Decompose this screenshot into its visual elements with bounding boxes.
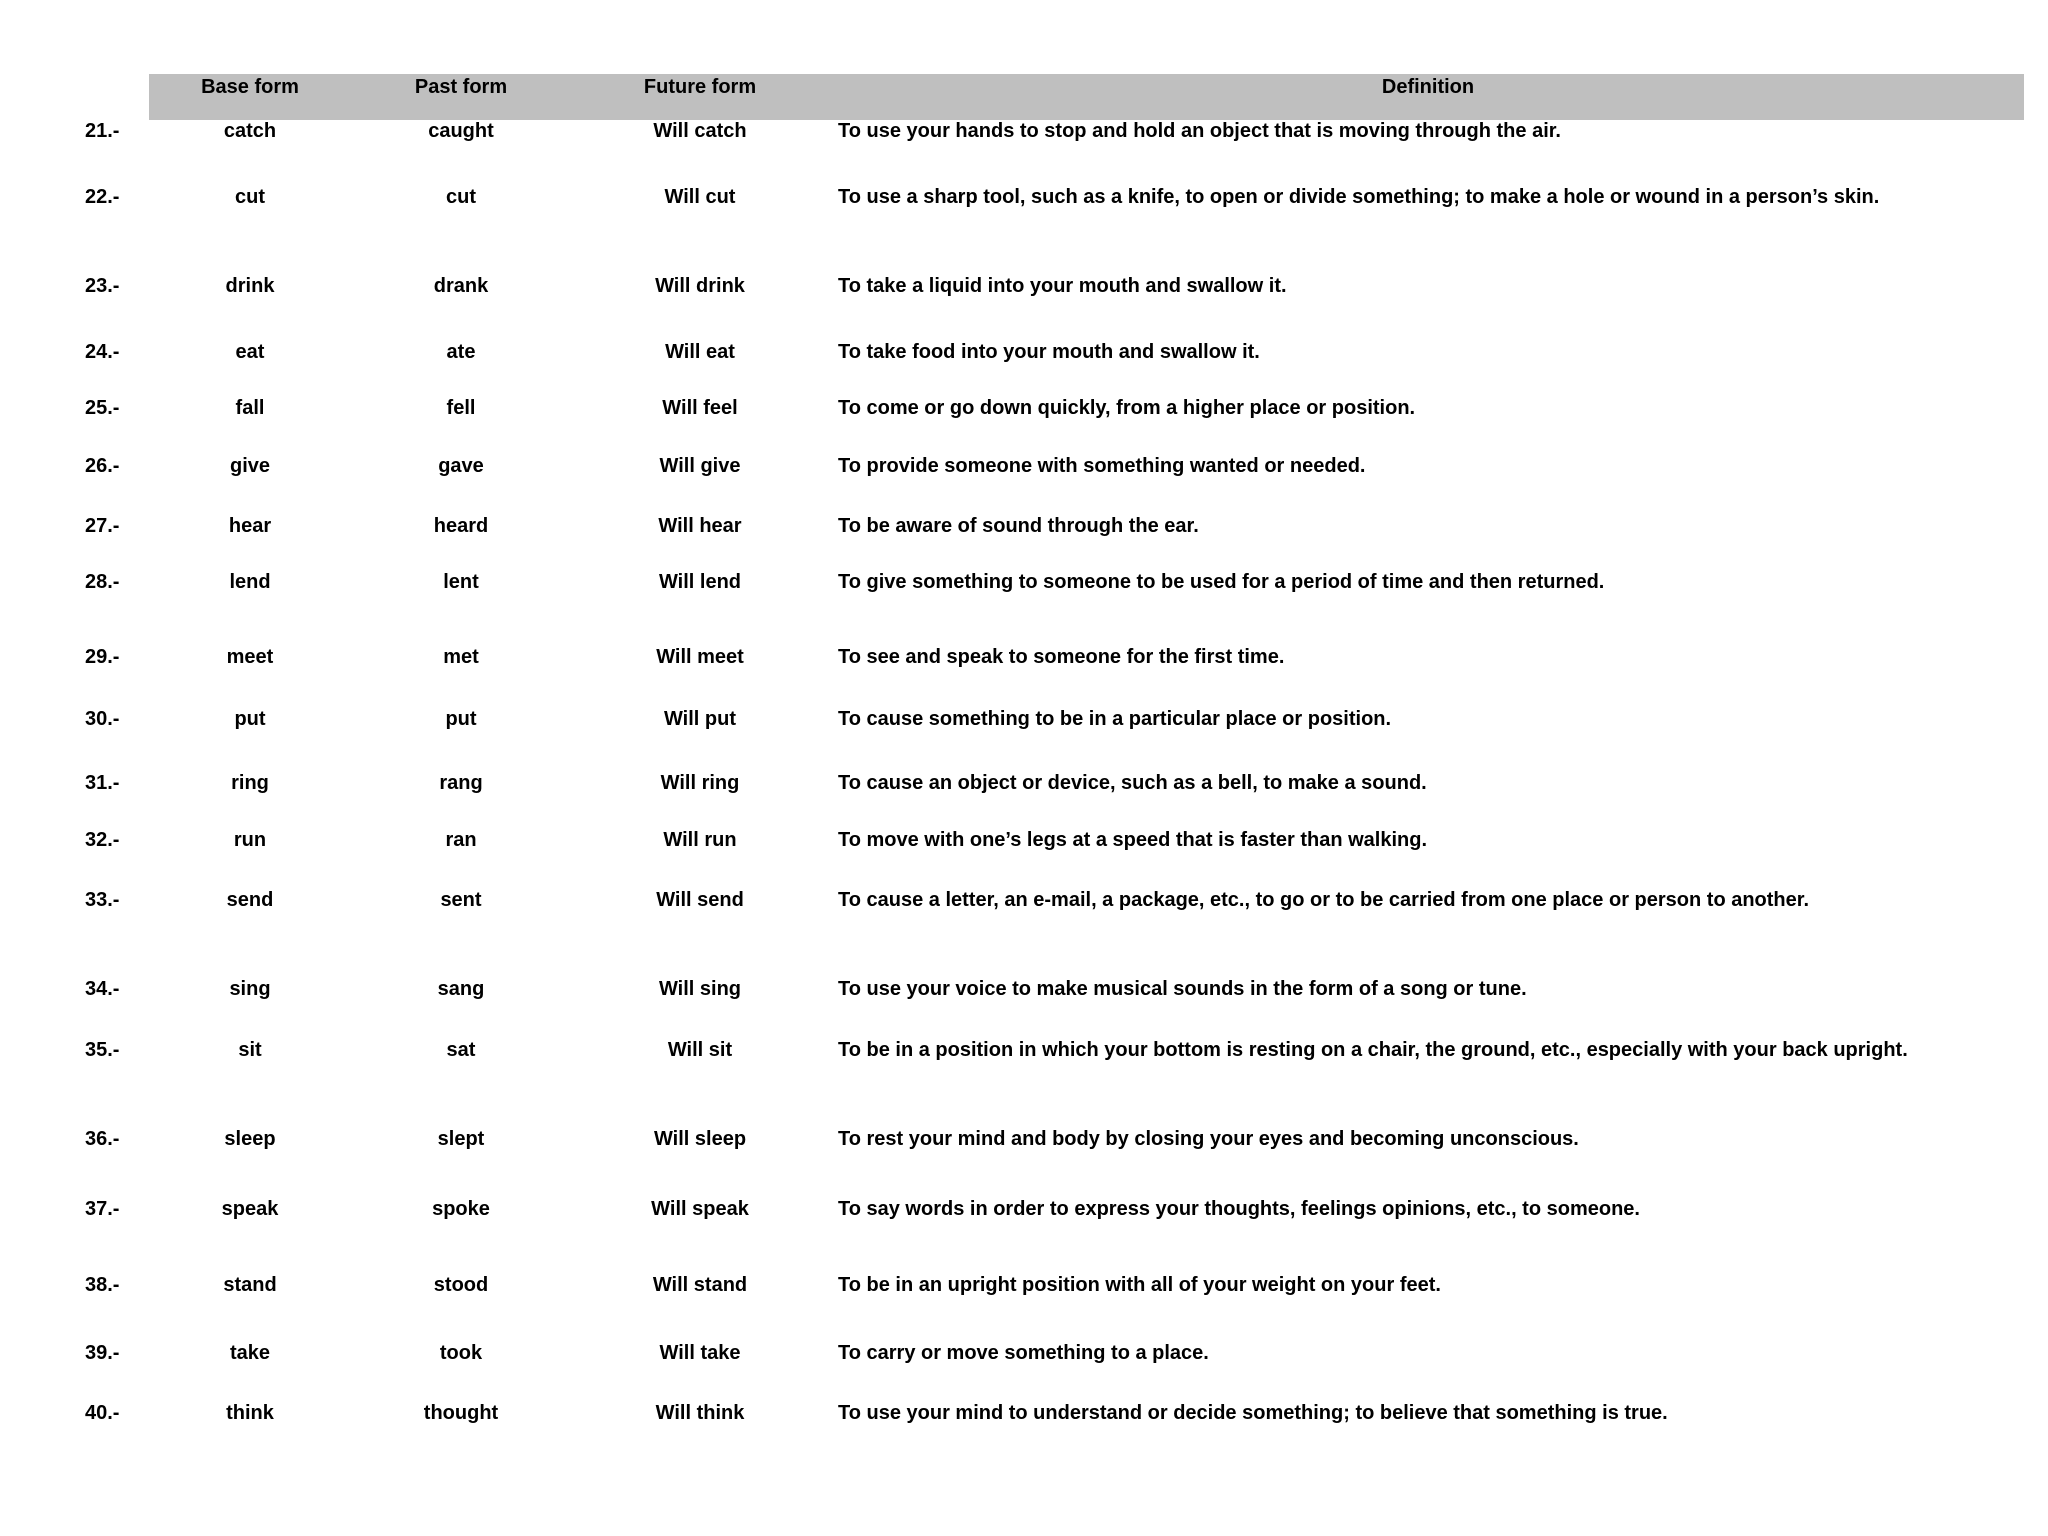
base-form-cell: catch [223,120,277,142]
past-form-cell: gave [438,455,484,477]
future-form-cell: Will put [663,708,737,730]
row-number: 38.- [85,1274,120,1296]
base-form-cell: hear [228,515,272,537]
row-number: 30.- [85,708,120,730]
definition-cell: To give something to someone to be used for a period of time and then returned. [838,571,1605,593]
definition-cell: To move with one’s legs at a speed that is faster than walking. [838,829,1428,851]
future-form-cell: Will sit [667,1039,733,1061]
past-form-cell: put [445,708,477,730]
definition-cell: To be in an upright position with all of your weight on your feet. [838,1274,1441,1296]
header-definition: Definition [1381,76,1475,98]
past-form-cell: heard [433,515,489,537]
past-form-cell: fell [446,397,476,419]
future-form-cell: Will give [659,455,741,477]
definition-cell: To cause an object or device, such as a bell, to make a sound. [838,772,1427,794]
row-number: 34.- [85,978,120,1000]
base-form-cell: put [234,708,266,730]
row-number: 26.- [85,455,120,477]
past-form-cell: thought [423,1402,499,1424]
future-form-cell: Will catch [653,120,747,142]
row-number: 37.- [85,1198,120,1220]
future-form-cell: Will eat [665,341,735,363]
past-form-cell: rang [439,772,483,794]
row-number: 28.- [85,571,120,593]
base-form-cell: lend [229,571,271,593]
base-form-cell: sit [238,1039,262,1061]
past-form-cell: stood [433,1274,489,1296]
past-form-cell: ate [446,341,476,363]
past-form-cell: sent [440,889,482,911]
definition-cell: To use your hands to stop and hold an object that is moving through the air. [838,120,1561,142]
base-form-cell: stand [223,1274,277,1296]
future-form-cell: Will hear [658,515,742,537]
definition-cell: To see and speak to someone for the first time. [838,646,1285,668]
row-number: 33.- [85,889,120,911]
definition-cell: To use a sharp tool, such as a knife, to open or divide something; to make a hole or wound in a person’s skin. [838,186,1880,208]
definition-cell: To be in a position in which your bottom is resting on a chair, the ground, etc., especially with your back upright. [838,1039,1908,1061]
past-form-cell: lent [443,571,479,593]
future-form-cell: Will think [655,1402,745,1424]
base-form-cell: speak [221,1198,279,1220]
future-form-cell: Will lend [658,571,742,593]
past-form-cell: spoke [432,1198,490,1220]
base-form-cell: ring [231,772,269,794]
base-form-cell: sleep [224,1128,276,1150]
past-form-cell: cut [446,186,476,208]
definition-cell: To say words in order to express your thoughts, feelings opinions, etc., to someone. [838,1198,1640,1220]
future-form-cell: Will feel [662,397,738,419]
definition-cell: To come or go down quickly, from a higher place or position. [838,397,1416,419]
row-number: 25.- [85,397,120,419]
header-future-form: Future form [643,76,757,98]
past-form-cell: sang [437,978,485,1000]
header-base-form: Base form [201,76,299,98]
base-form-cell: fall [235,397,265,419]
past-form-cell: ran [445,829,477,851]
future-form-cell: Will take [659,1342,741,1364]
base-form-cell: meet [226,646,274,668]
row-number: 23.- [85,275,120,297]
base-form-cell: think [226,1402,274,1424]
past-form-cell: met [443,646,479,668]
row-number: 31.- [85,772,120,794]
row-number: 29.- [85,646,120,668]
base-form-cell: drink [225,275,275,297]
row-number: 32.- [85,829,120,851]
base-form-cell: cut [235,186,265,208]
row-number: 36.- [85,1128,120,1150]
past-form-cell: drank [433,275,489,297]
row-number: 27.- [85,515,120,537]
row-number: 24.- [85,341,120,363]
header-past-form: Past form [414,76,508,98]
row-number: 35.- [85,1039,120,1061]
future-form-cell: Will stand [652,1274,748,1296]
future-form-cell: Will sing [658,978,742,1000]
future-form-cell: Will run [663,829,737,851]
definition-cell: To cause something to be in a particular place or position. [838,708,1392,730]
base-form-cell: sing [229,978,271,1000]
row-number: 39.- [85,1342,120,1364]
past-form-cell: took [439,1342,483,1364]
future-form-cell: Will drink [655,275,745,297]
future-form-cell: Will meet [656,646,744,668]
definition-cell: To use your voice to make musical sounds in the form of a song or tune. [838,978,1527,1000]
future-form-cell: Will sleep [653,1128,747,1150]
definition-cell: To cause a letter, an e-mail, a package, etc., to go or to be carried from one place or person to another. [838,889,1810,911]
base-form-cell: give [229,455,271,477]
future-form-cell: Will ring [660,772,740,794]
row-number: 21.- [85,120,120,142]
row-number: 40.- [85,1402,120,1424]
definition-cell: To rest your mind and body by closing your eyes and becoming unconscious. [838,1128,1579,1150]
base-form-cell: send [226,889,274,911]
base-form-cell: run [233,829,267,851]
future-form-cell: Will speak [651,1198,749,1220]
future-form-cell: Will cut [664,186,736,208]
definition-cell: To use your mind to understand or decide something; to believe that something is true. [838,1402,1668,1424]
definition-cell: To be aware of sound through the ear. [838,515,1199,537]
future-form-cell: Will send [656,889,744,911]
past-form-cell: slept [437,1128,485,1150]
base-form-cell: eat [235,341,265,363]
definition-cell: To carry or move something to a place. [838,1342,1209,1364]
past-form-cell: sat [446,1039,476,1061]
base-form-cell: take [229,1342,271,1364]
definition-cell: To take food into your mouth and swallow it. [838,341,1260,363]
row-number: 22.- [85,186,120,208]
definition-cell: To provide someone with something wanted or needed. [838,455,1366,477]
definition-cell: To take a liquid into your mouth and swallow it. [838,275,1287,297]
past-form-cell: caught [428,120,494,142]
